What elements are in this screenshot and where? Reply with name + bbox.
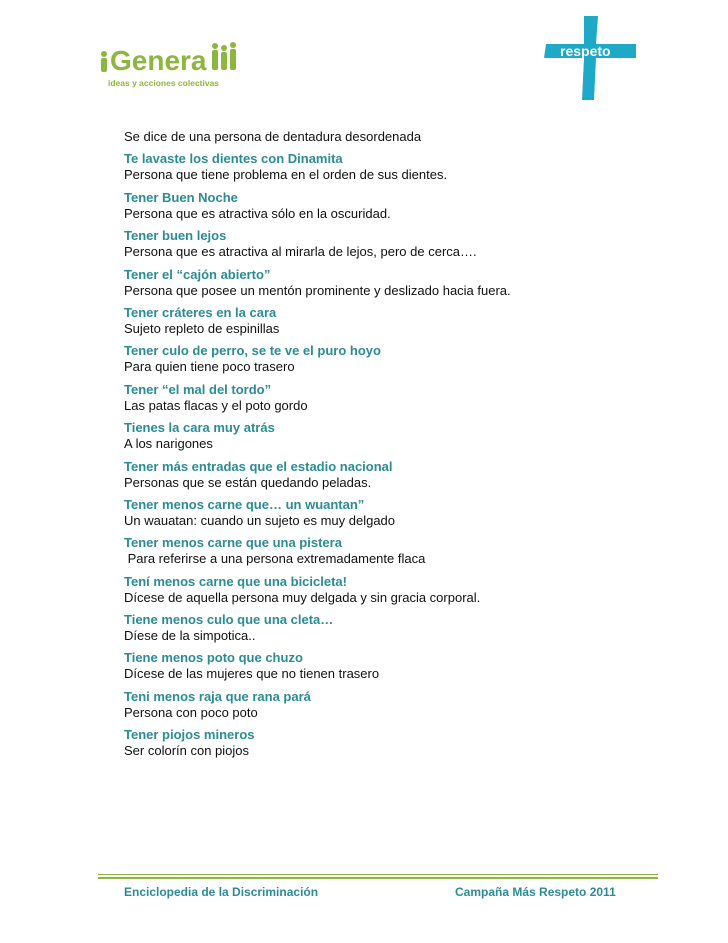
footer-divider [98, 874, 658, 875]
genera-logo [98, 40, 248, 96]
entry-definition: Un wauatan: cuando un sujeto es muy delgado [124, 512, 396, 528]
entry-definition: Persona que tiene problema en el orden de sus dientes. [124, 167, 448, 183]
entry-item [124, 689, 644, 721]
entry-term: Tener culo de perro, se te ve el puro hoyo [124, 343, 381, 359]
entry-definition: Para referirse a una persona extremadamente flaca [124, 551, 426, 567]
entry-item [124, 574, 644, 606]
entry-term: Tener piojos mineros [124, 727, 255, 743]
entry-definition: Ser colorín con piojos [124, 743, 250, 759]
entry-term: Tener menos carne que… un wuantan” [124, 496, 365, 512]
footer-divider-thick [98, 877, 658, 879]
entry-definition: Las patas flacas y el poto gordo [124, 397, 308, 413]
entry-term: Tiene menos culo que una cleta… [124, 612, 334, 628]
entry-item [124, 497, 644, 529]
entry-item [124, 727, 644, 759]
entry-item [124, 305, 644, 337]
respeto-logo [540, 14, 640, 102]
entry-definition: A los narigones [124, 436, 213, 452]
entry-definition: Dícese de aquella persona muy delgada y sin gracia corporal. [124, 589, 481, 605]
entry-term: Tener buen lejos [124, 228, 227, 244]
entry-item [124, 382, 644, 414]
entry-item [124, 420, 644, 452]
svg-text:Genera: Genera [110, 45, 207, 76]
intro-text: Se dice de una persona de dentadura desordenada [124, 129, 422, 144]
entry-definition: Para quien tiene poco trasero [124, 359, 295, 375]
entry-item [124, 650, 644, 682]
entry-term: Tener “el mal del tordo” [124, 381, 272, 397]
entry-definition: Personas que se están quedando peladas. [124, 474, 372, 490]
entry-item [124, 612, 644, 644]
entry-definition: Dícese de las mujeres que no tienen trasero [124, 666, 380, 682]
entry-term: Tener menos carne que una pistera [124, 535, 342, 551]
entry-term: Teni menos raja que rana pará [124, 688, 311, 704]
entry-item [124, 190, 644, 222]
entry-definition: Persona que es atractiva al mirarla de lejos, pero de cerca…. [124, 244, 477, 260]
footer-right-text: Campaña Más Respeto 2011 [455, 885, 616, 899]
entry-item [124, 343, 644, 375]
entry-item [124, 267, 644, 299]
entry-item [124, 459, 644, 491]
entry-term: Tení menos carne que una bicicleta! [124, 573, 347, 589]
svg-text:respeto: respeto [560, 43, 611, 59]
svg-text:ideas y acciones colectivas: ideas y acciones colectivas [108, 78, 220, 88]
entry-term: Tienes la cara muy atrás [124, 420, 275, 436]
footer-left-text: Enciclopedia de la Discriminación [124, 885, 319, 899]
entry-term: Tener Buen Noche [124, 189, 238, 205]
entry-term: Tener el “cajón abierto” [124, 266, 271, 282]
entry-definition: Persona que posee un mentón prominente y deslizado hacia fuera. [124, 282, 511, 298]
entry-item [124, 228, 644, 260]
entries-list [124, 129, 644, 766]
entry-term: Te lavaste los dientes con Dinamita [124, 151, 343, 167]
entry-definition: Díese de la simpotica.. [124, 628, 256, 644]
entry-term: Tener cráteres en la cara [124, 304, 277, 320]
entry-item [124, 151, 644, 183]
entry-definition: Sujeto repleto de espinillas [124, 320, 280, 336]
entry-definition: Persona que es atractiva sólo en la oscuridad. [124, 205, 391, 221]
entry-term: Tiene menos poto que chuzo [124, 650, 303, 666]
entry-term: Tener más entradas que el estadio nacional [124, 458, 393, 474]
entry-item [124, 535, 644, 567]
entry-definition: Persona con poco poto [124, 704, 258, 720]
